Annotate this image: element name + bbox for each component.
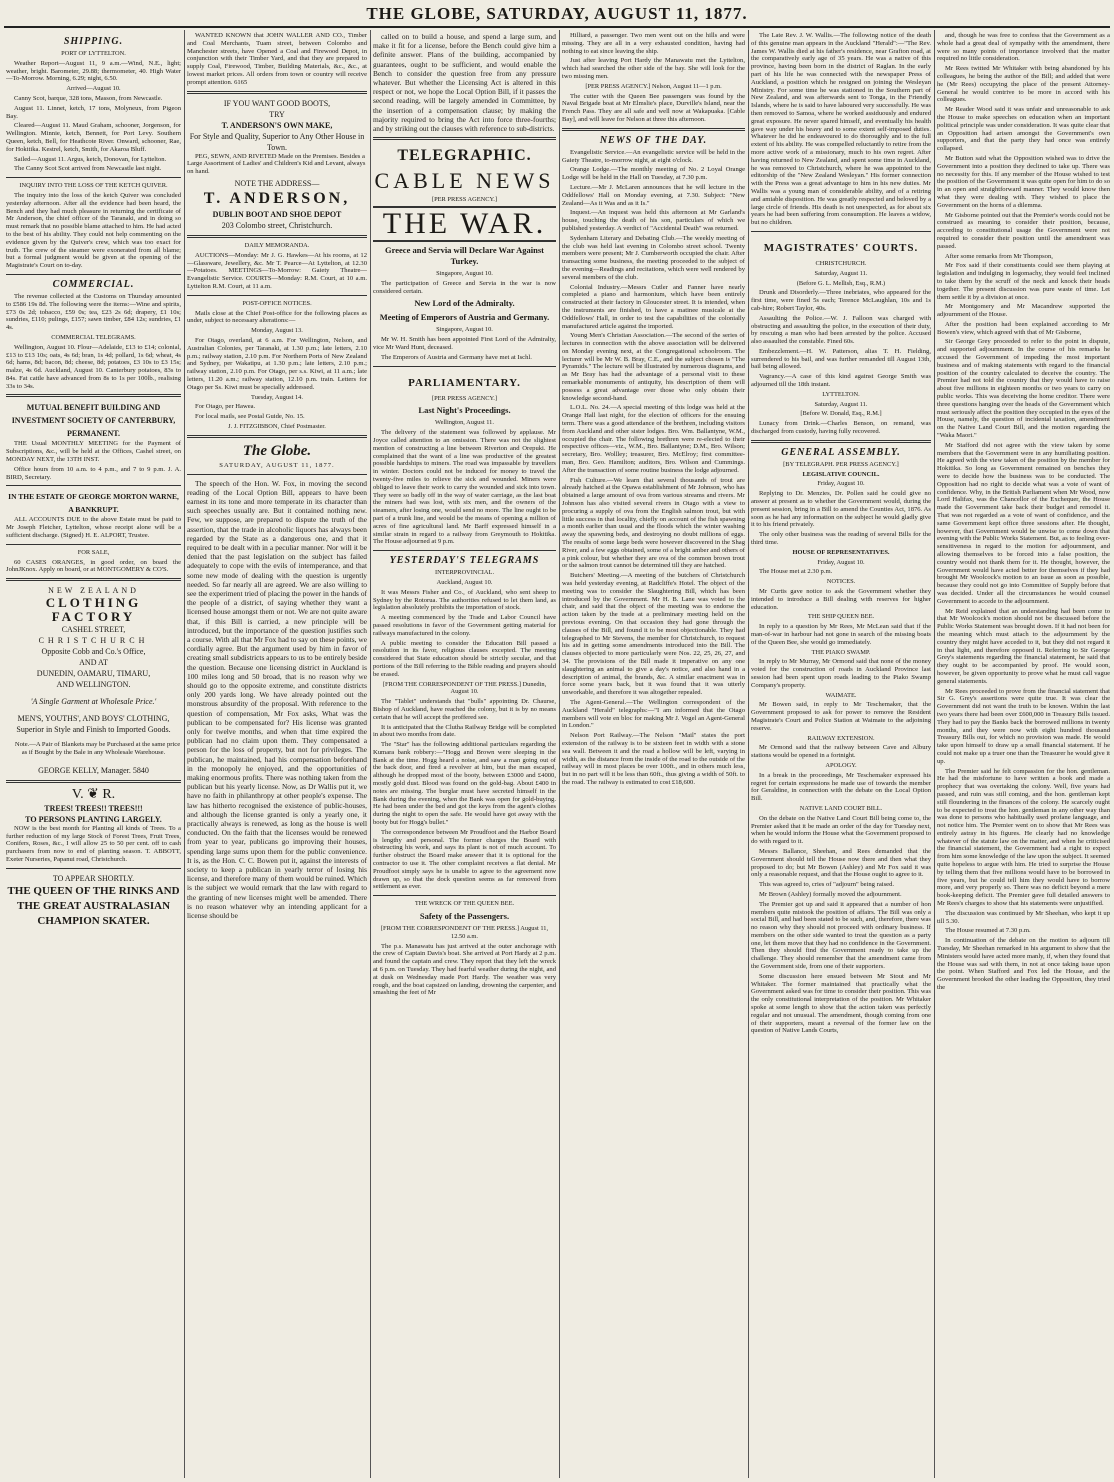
subheading: RAILWAY EXTENSION.: [807, 734, 875, 742]
dateline: Friday, August 10.: [817, 480, 865, 488]
cable-item: Mr W. H. Smith has been appointed First Lord of the Admiralty, vice Mr Ward Hunt, deceased.: [373, 336, 556, 352]
cleared-list: Cleared—August 11. Maud Graham, schooner, Jorgenson, for Wellington. Minnie, ketch, Bennett, for Port Levy. Southern Queen, ketch, Bell, for Heathcote River. Onward, schooner, Rae, for Hokitika. Kestrel, ketch, Smith, for Akaroa Bluff.: [6, 122, 181, 153]
agency-note: [PER PRESS AGENCY.]: [431, 196, 498, 204]
ad-line: NOTE THE ADDRESS—: [234, 178, 320, 188]
telegrams-body: Wellington, August 10. Flour—Adelaide, £13 to £14; colonial, £13 to £13 10s; oats, 4s 6d; bran, 1s 4d; pollard, 1s 6d; wheat, 4s 6d; hams, 8d; bacon, 8d; cheese, 8d; potatoes, £3 10s to £3 15s; malze, 4s 6d. Auckland, August 10. Canterbury potatoes, 83s to 84s. Fat cattle have advanced from 8s to 1s per 100lb., realising 33s to 34s.: [6, 343, 181, 390]
subheading: NATIVE LAND COURT BILL.: [799, 804, 883, 812]
deck: New Lord of the Admiralty.: [414, 298, 515, 309]
debate-item: Mr Fox said if their constituents could see them playing at legislation and indulging in logomachy, they would feel inclined to take them by the scruff of the neck and knock their heads together. The present discussion was pure waste of time. Let them settle it by a division at once.: [937, 262, 1110, 301]
shipping-note: The Canny Scot Scot arrived from Newcastle last night.: [14, 165, 162, 173]
debate-item: Mr Rees twitted Mr Whitaker with being abandoned by his colleagues, he being the author of the Bill; and added that were he (Mr Rees) occupying the place of the present Attorney-General he would contrive to be more in accord with his colleagues.: [937, 65, 1110, 104]
deck: Last Night's Proceedings.: [418, 405, 511, 416]
divider: [6, 868, 181, 869]
masthead: THE GLOBE, SATURDAY, AUGUST 11, 1877.: [366, 4, 748, 23]
ad-note: Note.—A Pair of Blankets may be Purchased at the same price as if Bought by the Bale in any Wholesale Warehouse.: [14, 741, 181, 757]
wreck-item: The cutter with the Queen Bee passengers was found by the Naval Brigade boat at Mr Elmslie's place, Durville's Island, near the French Pass. They are all safe and well now at Wakapuaka. [Cable Bay], and will leave for Nelson at three this afternoon.: [562, 92, 745, 123]
news-item: Butchers' Meeting.—A meeting of the butchers of Christchurch was held yesterday evening, at Radcliffe's Hotel. The object of the meeting was to consider the Slaughtering Bill, which has been introduced by the Government. Mr H. B. Lane was voted to the chair, and said that the object of the meeting was to endorse the action taken by the trade at a preliminary meeting held on the previous evening. On that occasion they had gone through the clauses of the Bill, and found it to be most objectionable. They had telegraphed to Mr Stevens, the member for Christchurch, to request his aid in getting some amendments introduced into the Bill. The clauses objected to more particularly were Nos. 22, 25, 26, 27, and 34. The provisions of the Bill made it imperative on any one slaughtering an animal to give a day's notice, and also hand in a description of animal, the brands, &c. A similar enactment was in force some years back, but it was found that it was utterly unworkable, and therefore it was altogether repealed.: [562, 572, 745, 697]
news-item: Sydenham Literary and Debating Club.—The weekly meeting of the club was held last evening in Colombo street school. Twenty members were present; Mr J. Cumberworth occupied the chair. After transacting some business, the meeting proceeded to the subject of the evening—Readings and recitations, which were well rendered by several members of the club.: [562, 234, 745, 281]
news-item: The Agent-General.—The Wellington correspondent of the Auckland "Herald" telegraphs:—"I am informed that the Otago members will vote en bloc for making Mr J. Vogel an Agent-General in London.": [562, 698, 745, 730]
leader-article: The speech of the Hon. W. Fox, in moving the second reading of the Local Option Bill, appears to have been earnest in its tone and more temperate in its character than such speeches usually are. But it contained nothing new. Few, we suppose, are prepared to dispute the truth of the assertion, that the trade in alcoholic liquors has always been regarded by the State as a dangerous one, and that it required to be dealt with in a peculiar manner. Nor will it be denied that the past legislation on the subject has failed adequately to cope with the evils of intemperance, and that some new mode of dealing with the question is urgently needed. So far nearly all are agreed. We are also willing to see the experiment tried of placing the power in the hands of the people of a district, of saying whether they want a licensed house amongst them or not. We are not quite aware that, if this Bill is carried, a new principle will be introduced, but the importance of the question justifies such a course. With all that Mr Fox had to say on these points, we cordially agree. But the argument used by him in favor of creating small subdistricts appears to us to be entirely beside the question. Because one licensing district in Auckland is 100 miles long and 50 broad, that is no reason why we should go to the opposite extreme, and constitute districts only 200 yards long. We have already pointed out the monstrous absurdity of the proposal. With reference to the question of compensation, Mr Fox asks, What was the publican to be compensated for? His license was granted only for twelve months, and when that time expired the publican had no claim upon them. They compensated a person for the loss of property, but not for privileges. The publican, he maintained, had his compensation beforehand in the monopoly he enjoyed, and the opportunities of making enormous profits. There was nothing taken from the publican but his yearly license. Now, as Dr Wallis put it, we have no faith in philanthropy at other people's expense. The law has hitherto recognised the existence of public-houses, and although the license granted is only a yearly one, it practically always is renewed, as long as the house is well conducted. On the faith that the licenses would be renewed from year to year, publicans go improving their houses, spending large sums upon them for the public convenience. It is, as the Hon. C. C. Bowen put it, against the interests of society to keep a publican in yearly terror of losing his license, and therefore many of them would be ruined. Which is the subject we would remark that the law with regard to the granting of new licenses might well be amended. There is no reason whatever why an intending applicant for a license should be: [187, 478, 367, 921]
court-case: Vagrancy.—A case of this kind against George Smith was adjourned till the 18th instant.: [751, 373, 931, 389]
clothing-factory-ad: [6, 585, 181, 776]
debate-item: Mr Button said what the Opposition wished was to drive the Government into a position they declined to take up. There was no necessity for this. If any member of the House wished to test the position of the Government it was quite open for him to do so in an open and straightforward manner. They would know then what they were dealing with. They wished to place the Government on the horns of a dilemma.: [937, 154, 1110, 209]
debate-item: Sir George Grey proceeded to refer to the point in dispute, and supported adjournment. In the course of his remarks he accused the Government of impeding the most important business and of making statements with regard to the financial position of the country calculated to deceive the country. The Premier had not told the country that they would have to raise about five millions in eighteen months or two years to carry on public works. This was deceiving the home creditor. There were three questions hanging over the heads of the Government which must seriously affect the position they occupied in the eyes of the House, namely, the question of incidental taxation, amendment on the Native Land Court Bill, and the motion regarding the "Waka Maori.": [937, 338, 1110, 440]
trees-body: NOW is the best month for Planting all kinds of Trees. To a further reduction of my large Stock of Forest Trees, Fruit Trees, Conifers, Roses, &c., I will allow 25 to 50 per cent. off to cash purchasers from now to end of planting season. T. ABBOTT, Exeter Nurseries, Papanui road, Christchurch.: [6, 824, 181, 864]
arrived-heading: Arrived—August 10.: [66, 85, 121, 93]
parliamentary-heading: PARLIAMENTARY.: [408, 376, 521, 389]
estate-heading: IN THE ESTATE OF GEORGE MORTON WARNE, A BANKRUPT.: [8, 492, 179, 515]
subheading: APOLOGY.: [825, 761, 857, 769]
house-item: Mr Ormond said that the railway between Cave and Albury stations would be opened in a fortnight.: [751, 744, 931, 760]
ad-line: CHRISTCHURCH: [38, 636, 149, 646]
dateline: Auckland, August 10.: [436, 578, 493, 586]
column-divider: [748, 30, 749, 1478]
inquiry-heading: INQUIRY INTO THE LOSS OF THE KETCH QUIVER.: [19, 182, 168, 190]
globe-date: SATURDAY, AUGUST 11, 1877.: [219, 461, 335, 469]
commercial-body: The revenue collected at the Customs on Thursday amounted to £586 19s 8d. The following were the items:—Wine and spirits, £73 0s 2d; tobacco, £59 0s; tea, £23 2s 6d; drapery, £1 10s; sundries, £110; pulings, £157; sawn timber, £84 12s; sundries, £1 4s.: [6, 292, 181, 332]
house-item: In reply to Mr Murray, Mr Ormond said that none of the money voted for the construction of roads in Auckland Province last session had been spent upon roads leading to the Piako Swamp Company's property.: [751, 658, 931, 689]
telegram-item: The correspondence between Mr Proudfoot and the Harbor Board is lengthy and personal. The former charges the Board with obstructing his work, and says its plant is not of much account. To further obstruct the Board make answer that it is optional for the contractor to use it. The other complaint receives a flat denial. Mr Proudfoot simply says he is unable to agree to the agreement now drawn up, so that the dock question seems as far removed from settlement as ever.: [373, 828, 556, 891]
yesterdays-telegrams-heading: YESTERDAY'S TELEGRAMS: [389, 555, 540, 567]
post-monday-body: For Otago, overland, at 6 a.m. For Wellington, Nelson, and Australian Colonies, per Taranaki, at 1.30 p.m.; late letters, 2.10 p.m.; railway station, 2.10 p.m. For Northern Ports of New Zealand and Sydney, per Wakatipu, at 1.30 p.m.; late letters, 2.10 p.m.; railway station, 2.10 p.m. For Otago, per s.s. Kiwi, at 11 a.m.; late letters, 11.20 a.m.; railway station, 12.10 p.m. train. Letters for Otago per Ss. Kiwi must be specially addressed.: [187, 336, 367, 391]
column-6: [937, 32, 1110, 1478]
divider: [562, 128, 745, 131]
house-heading: HOUSE OF REPRESENTATIVES.: [792, 548, 890, 556]
dateline: [FROM THE CORRESPONDENT OF THE PRESS.] August 11, 12.50 a.m.: [380, 925, 549, 940]
news-item: Orange Lodge.—The monthly meeting of No. 2 Loyal Orange Lodge will be held in the Hall on Tuesday, at 7.30 p.m.: [562, 166, 745, 182]
divider: [187, 91, 367, 94]
post-tuesday-body: For Otago, per Hawea.: [195, 403, 256, 411]
ad-line: DUBLIN BOOT AND SHOE DEPOT: [212, 209, 342, 219]
court-date: Saturday, August 11.: [814, 400, 868, 408]
cable-news-heading: CABLE NEWS: [374, 168, 555, 194]
column-5: [751, 32, 931, 1478]
divider: [6, 274, 181, 275]
telegram-item: A meeting commenced by the Trade and Labor Council have passed resolutions in favor of the Government getting material for railways manufactured in the colony.: [373, 614, 556, 637]
divider: [6, 485, 181, 486]
dateline: Wellington, August 11.: [435, 419, 494, 427]
debate-item: After the position had been explained according to Mr Bowen's view, which agreed with that of Mr Gisborne,: [937, 320, 1110, 336]
ad-line: TRY: [269, 109, 285, 119]
courts-heading: MAGISTRATES' COURTS.: [763, 241, 919, 254]
divider: [6, 578, 181, 581]
wreck-body: The p.s. Manawatu has just arrived at the outer anchorage with the crew of Captain Davis's boat. She arrived at Port Hardy at 2 p.m. and found the captain and crew. They report that they left the wreck at 6 p.m. on Tuesday. They had fearful weather during the night, and at dusk on Wednesday made Port Hardy. The weather was very rough, and the boat capsized on landing, drowning the carpenter, and smashing the feet of Mr: [373, 942, 556, 997]
telegram-item: A public meeting to consider the Education Bill passed a resolution in its favor, religious clauses excepted. The meeting considered that State education should be strictly secular, and that portions of the Bill referring to the Bible reading and prayers should be erased.: [373, 639, 556, 678]
leader-continued: called on to build a house, and spend a large sum, and make it fit for a license, before the Bench could give him a definite answer. Plans of the building, accompanied by guarantees, ought to be sufficient, and would enable the Bench to consider the question free from any pressure whatever. But whether the Licensing Act is altered in this respect or not, we hope the Local Option Bill, if it passes the second reading, will be largely amended in Committee, by the insertion of a compensation clause; by making the majority required to bring the Act into force three-fourths; and by striking out the clauses with reference to sub-districts.: [373, 32, 556, 134]
appear-heading: TO APPEAR SHORTLY.: [52, 873, 135, 883]
council-item: The only other business was the reading of several Bills for the third time.: [751, 531, 931, 547]
house-item: Messrs Ballance, Sheehan, and Rees demanded that the Government should tell the House now there and then what they proposed to do; but Mr Bowen (Ashley) and Mr Fox said it was only a reasonable request, and that the House ought to agree to it.: [751, 847, 931, 879]
news-item: Inquest.—An inquest was held this afternoon at Mr Garland's house, touching the death of his son, particulars of which we published yesterday. A verdict of "Accidental Death" was returned.: [562, 209, 745, 232]
house-item: Some discussion here ensued between Mr Stout and Mr Whitaker. The former maintained that practically what the Government asked was for time to consider their position. This was the only constitutional interpretation of the position. Mr Whitaker spoke at some length to show that the action taken was perfectly regular and not unusual. The amendment, though coming from one of their supporters, meant a reversal of the former law on the question of Native Lands Courts,: [751, 972, 931, 1035]
news-item: Evangelistic Service.—An evangelistic service will be held in the Gaiety Theatre, to-morrow night, at eight o'clock.: [562, 148, 745, 164]
debate-item: In continuation of the debate on the motion to adjourn till Tuesday, Mr Sheehan remarked in his argument to show that the Ministers would have acted more manly, if, when they found that the House was sad with them, in not at once taking issue upon the point. When Stafford and Fox led the House, and the Government brooked the other leading the Opposition, they tried the: [937, 937, 1110, 992]
council-item: Replying to Dr. Menzies, Dr. Pollen said he could give no answer at present as to whether the Government would, during the present session, bring in a Bill to amend the Counties Act, 1876. As soon as he had any information on the subject he would gladly give it to his friend privately.: [751, 490, 931, 529]
wallis-obituary: The Late Rev. J. W. Wallis.—The following notice of the death of this genuine man appears in the Auckland "Herald":—"The Rev. James W. Wallis died at his father's residence, near Grafton road, at the comparatively early age of 35 years. He was a native of this province, having been born in the district of Raglan. In the early part of his life he was connected with the newspaper Press of Auckland, a position which he resigned on joining the Wesleyan Ministry. For some time he was stationed in the Southern part of New Zealand, and was afterwards sent to Tonga, in the Friendly Islands, where he is said to have laboured very successfully. He was then removed to Samoa, where he worked assiduously and endured great exposure. He never spared himself, and eventually his health gave way under his heavy and to some extent self-imposed duties. Whatever he did he endeavoured to do thoroughly and to the full extent of his ability. He was compelled reluctantly to retire from the more active work of a missionary, much to his own regret. After having returned to New Zealand, and spent some time in Auckland, he was removed to Christchurch, where he was appointed to the editorship of the "New Zealand Wesleyan." His former connection with the Press was a great advantage to him in his new duties. Mr Wallis was a young man of considerable ability, and of a retiring and amiable disposition. He was greatly respected and beloved by a large circle of friends. His death is not unexpected, as for about six years he had been suffering from consumption. He leaves a widow, but no children.: [751, 32, 931, 227]
debate-item: Mr Gisborne pointed out that the Premier's words could not be construed as meaning to consider their position, because, according to constitutional usage the Government were not required to consider their position until the amendment was passed.: [937, 211, 1110, 250]
subheading: WAIMATE.: [825, 691, 857, 699]
debate-item: Mr Stafford did not agree with the view taken by some members that the Government were in any humiliating position. He agreed with the view taken of the position by the member for Hokitika. So long as Government remained on benches they were to decide how the business was to be conducted. The Opposition had no right to decide what was a vote of want of confidence. Why, in the British Parliament when Mr Wood, now Lord Halifax, was the Chancellor of the Exchequer, the House made the Government take back their budget and remodel it. That was not regarded as a vote of want of confidence, and the same Government kept office three sessions after. He thought, however, that Government would be unwise to come down that evening with the Public Works Statement. But, as to feeling over-sensitiveness in regard to the motion for adjournment, and allowing themselves to be forced into a false position, the country would not thank them for it. He thought, however, the Government would have acted better for themselves if they had brought Mr Woolcock's motion to an issue as soon as possible, because they could not go into Committee of Supply before that was decided. Under all the circumstances he would counsel Government to accede to the adjournment.: [937, 441, 1110, 605]
column-2: [187, 32, 367, 1478]
ad-line: 203 Colombo street, Christchurch.: [221, 220, 333, 230]
ad-line: IF YOU WANT GOOD BOOTS,: [223, 98, 331, 108]
debate-item: The discussion was continued by Mr Sheehan, who kept it up till 5.30.: [937, 909, 1110, 925]
cable-item: The Emperors of Austria and Germany have met at Ischl.: [381, 353, 532, 361]
telegram-item: It is anticipated that the Clutha Railway Bridge will be completed in about two months from date.: [373, 723, 556, 739]
anderson-name: T. ANDERSON,: [203, 189, 351, 207]
debate-item: The House resumed at 7.30 p.m.: [945, 927, 1031, 935]
deck: Meeting of Emperors of Austria and Germany.: [379, 312, 550, 323]
telegrams-heading: COMMERCIAL TELEGRAMS.: [51, 333, 136, 341]
anderson-boots-ad: [187, 98, 367, 231]
deck: Safety of the Passengers.: [419, 911, 510, 922]
news-of-the-day-heading: NEWS OF THE DAY.: [599, 134, 708, 146]
ad-line: PEG, SEWN, AND RIVETED Made on the Premises. Besides a Large Assortment of Ladies' and Children's Kid and Levant, always on hand.: [187, 152, 366, 176]
house-item: On the debate on the Native Land Court Bill being come to, the Premier asked that it be made an order of the day for Tuesday next, when he would inform the House what the Government proposed to do with regard to it.: [751, 814, 931, 846]
telegram-item: It was Messrs Fisher and Co., of Auckland, who sent sheep to Sydney by the Rotorua. The authorities refused to let them land, as legislation absolutely prohibits the importation of stock.: [373, 588, 556, 612]
court-place: LYTTELTON.: [822, 390, 860, 398]
divider: [373, 366, 556, 367]
ad-line: AND AT: [79, 658, 108, 668]
ad-line: AND WELLINGTON.: [56, 680, 131, 690]
dateline: Singapore, August 10.: [436, 326, 493, 334]
wreck-continued: Hilliard, a passenger. Two men went out on the hills and were missing. They are all in a very exhausted condition, having had nothing to eat since leaving the ship.: [562, 32, 745, 55]
deck: Greece and Servia will Declare War Against Turkey.: [385, 245, 544, 267]
telegram-item: The "Tablet" understands that "bulls" appointing Dr. Chaurse, Bishop of Auckland, have reached the colony, but it is by no means certain that he will accept the proffered see.: [373, 698, 556, 721]
court-before: (Before G. L. Mellish, Esq., R.M.): [796, 279, 886, 287]
general-assembly-heading: GENERAL ASSEMBLY.: [781, 446, 901, 458]
agency-note: [PER PRESS AGENCY.]: [431, 394, 498, 402]
sale-body: 60 CASES ORANGES, in good order, on board the JohnJKnox. Apply on board, or at MONTGOMERY & CO'S.: [6, 558, 181, 574]
divider: [187, 235, 367, 238]
debate-item: Mr Reader Wood said it was unfair and unreasonable to ask the House to make speeches on education when an important political principle was under consideration. It was quite clear that an Opposition had arisen amongst the Government's own supporters, and that the party they had once was entirely collapsed.: [937, 106, 1110, 153]
divider: [373, 137, 556, 140]
postmaster: J. J. FITZGIBBON, Chief Postmaster.: [228, 422, 326, 430]
news-item: Lecture.—Mr J. McLaren announces that he will lecture in the Oddfellows' Hall on Monday evening, at 7.30. Subject: "New Zealand—As it Was and as it Is.": [562, 183, 745, 207]
arrived-item: Canny Scot, barque, 328 tons, Masson, from Newcastle.: [14, 94, 163, 102]
commercial-heading: COMMERCIAL.: [52, 278, 135, 290]
royal-crest-icon: V. ❦ R.: [71, 786, 116, 802]
interprovincial-heading: INTERPROVINCIAL.: [434, 569, 495, 577]
post-monday: Monday, August 13.: [251, 327, 303, 335]
court-case: Assaulting the Police.—W. J. Falloon was charged with obstructing and assaulting the police, in the execution of their duty, by rescuing a man who had been arrested by the police. Accused also assaulted the constable. Fined 60s.: [751, 314, 931, 346]
rinks-ad: THE QUEEN OF THE RINKS AND THE GREAT AUSTRALASIAN CHAMPION SKATER.: [7, 884, 180, 927]
shipping-heading: SHIPPING.: [63, 36, 124, 47]
column-divider: [370, 30, 371, 1478]
ad-line: CASHEL STREET,: [61, 625, 126, 635]
post-heading: POST-OFFICE NOTICES.: [242, 299, 312, 307]
wreck-heading: THE WRECK OF THE QUEEN BEE.: [414, 900, 515, 908]
house-item: The House met at 2.30 p.m.: [759, 568, 833, 576]
trees-subheading: TO PERSONS PLANTING LARGELY.: [25, 814, 162, 824]
dateline: [PER PRESS AGENCY.] Nelson, August 11—1 p.m.: [585, 82, 722, 90]
inquiry-body: The inquiry into the loss of the ketch Quiver was concluded yesterday afternoon. After all the evidence had been heard, the Bench and they had much pleasure in returning the certificate of Mr Anderson, the chief officer of the Taranaki, and in doing so must remark that no possible blame attached to him. He had acted to the best of his ability. They could not help commenting on the evidence given by the Quiver's crew, which was too exact for truth. The crew of the steamer were exonerated from all blame; but a formal judgment would be given at the opening of the Magistrate's Court on to-day.: [6, 191, 181, 270]
estate-body: ALL ACCOUNTS DUE to the above Estate must be paid to Mr Joseph Fletcher, Lyttelton, whose receipt alone will be a sufficient discharge. (Signed) H. E. ALPORT, Trustee.: [6, 516, 181, 540]
divider: [187, 295, 367, 296]
telegram-item: The "Star" has the following additional particulars regarding the Kumara bank robbery:—"Hogg and Brown were sleeping in the Bank at the time. Hogg heard a noise, and saw a man going out of the back door, and fired a revolver at him, but the man escaped, although he dropped most of the booty, between £3000 and £4000, mostly gold dust. Blood was found on the gold-bag. About £400 in notes are missing. The burglar must have secreted himself in the Bank during the evening, when the Bank was open for gold-buying. He had been under the bed and got the keys from the agent's clothes during the night to open the safe. He would have got away with the booty but for Hogg's bullet.": [373, 741, 556, 827]
subheading: THE PIAKO SWAMP.: [811, 648, 871, 656]
court-case: Drunk and Disorderly.—Three inebriates, who appeared for the first time, were fined 5s each; Terence McLaughlan, 10s and 1s cab-hire; Robert Taylor, 40s.: [751, 289, 931, 312]
post-body: Mails close at the Chief Post-office for the following places as under, subject to necessary alterations:—: [187, 309, 367, 325]
house-item: Mr Brown (Ashley) formally moved the adjournment.: [759, 890, 902, 898]
subheading: THE SHIP QUEEN BEE.: [807, 613, 875, 621]
dateline: [FROM THE CORRESPONDENT OF THE PRESS.] Dunedin, August 10.: [382, 680, 547, 696]
house-item: The Premier got up and said it appeared that a number of hon members quite mistook the position of affairs. The Bill was only a social Bill, and had been stated to be such, and, therefore, there was no reason why they should not proceed with ordinary business. If members on the other side wanted to treat the question as a party one, let them move that they had no confidence in the Government. Then they should find the Government ready to take up the challenge. They should remember that the amendment came from the Government side, from one of their supporters.: [751, 900, 931, 971]
house-item: In a break in the proceedings, Mr Teschemaker expressed his regret for certain expressions he made use of towards the member for Geraldine, in connection with the debate on the Local Option Bill.: [751, 771, 931, 803]
parliament-item: The delivery of the statement was followed by applause. Mr Joyce called attention to an omission. There was not the slightest mention of constructing a line between Riverton and Orepuki. He complained that the want of a line was productive of the greatest possible hardships to miners. The road was impassable by travellers in winter. Doctors could not be induced for money to travel the twenty-five miles to relieve the sick and wounded. Miners were obliged to leave their work to carry the wounded and sick into town. They were so badly off in the way of water carriage, as the last boat the miners had was lost, with six men, and the owners of the steamers, after losing one, would send no more. The line ought to be part of a trunk line, and would be the means of opening a million of acres of fine agricultural land. Mr Barff expressed himself in a similar strain in regard to a railway from Greymouth to Hokitika. The House adjourned at 9 p.m.: [373, 429, 556, 546]
divider: [6, 544, 181, 545]
ad-line: Superior in Style and Finish to Imported Goods.: [16, 725, 171, 735]
news-item: Nelson Port Railway.—The Nelson "Mail" states the port extension of the railway is to be sixteen feet in width with a stone sea wall. Between it and the road a hollow will be left, varying in width, as the distance from the inside of the road to the outside of the railway will in most places be over 100ft., and in others much less, but in no part will it be less than 60ft., thus giving a width of 50ft. to the road. The railway is estimated to cost £18,600.: [562, 732, 745, 786]
ad-line: DUNEDIN, OAMARU, TIMARU,: [36, 669, 151, 679]
council-heading: LEGISLATIVE COUNCIL.: [802, 470, 880, 478]
court-place: CHRISTCHURCH.: [815, 259, 867, 267]
house-item: Mr Curtis gave notice to ask the Government whether they intended to introduce a Bill dealing with reserves for higher education.: [751, 588, 931, 611]
house-item: In reply to a question by Mr Rees, Mr McLean said that if the man-of-war in harbour had not gone in search of the missing boats of the Queen Bee, she would go immediately.: [751, 623, 931, 646]
divider: [6, 177, 181, 178]
weather-report: Weather Report—August 11, 9 a.m.—Wind, N.E., light; weather, bright. Barometer, 29.88; thermometer, 40. High Water—To-Morrow. Morning, 6.29; night, 6.50.: [6, 59, 181, 83]
divider: [6, 780, 181, 783]
agency-note: [BY TELEGRAPH. PER PRESS AGENCY.]: [783, 460, 899, 468]
arrived-item: August 11. Linnet, ketch, 17 tons, Molyneux, from Pigeon Bay.: [6, 104, 181, 120]
debate-item: After some remarks from Mr Thompson,: [945, 252, 1053, 260]
ad-line: Opposite Cobb and Co.'s Office,: [41, 647, 146, 657]
post-tuesday: Tuesday, August 14.: [251, 393, 303, 401]
divider: [373, 895, 556, 896]
masthead-rule: [4, 26, 1110, 28]
ad-signature: GEORGE KELLY, Manager. 5840: [38, 765, 149, 775]
divider: [751, 440, 931, 443]
column-4: [562, 32, 745, 1478]
news-item: Young Men's Christian Association.—The second of the series of lectures in connection with the above association will be delivered on Monday evening next, at the Congregational schoolroom. The lecturer will be Mr W. B. Bray, C.E., and the subject chosen is "The Pyramids." The lecture will be illustrated by numerous diagrams, and as Mr Bray has had the advantage of a personal visit to these remarkable monuments of antiquity, his description of them will possess a great advantage over those who only obtain their knowledge second-hand.: [562, 332, 745, 402]
trees-heading: TREES! TREES!! TREES!!!: [44, 803, 143, 813]
mutual-heading: MUTUAL BENEFIT BUILDING AND INVESTMENT SOCIETY OF CANTERBURY, PERMANENT.: [11, 403, 176, 439]
column-divider: [934, 30, 935, 1478]
memoranda-heading: DAILY MEMORANDA.: [244, 241, 310, 249]
divider: [187, 435, 367, 438]
debate-item: Mr Rees proceeded to prove from the financial statement that Sir G. Grey's assertions were quite true. It was clear the Government did not want the truth to be known. Within the last two years there had been over £600,000 in Treasury Bills issued. They had to pay the Banks back the borrowed millions in twenty months, and they were now with eight hundred thousand Treasury Bills out, for which no provision was made. He would take upon himself to draw up a small financial statement. If he could not make up a truer one than the Treasurer he would give it up.: [937, 687, 1110, 765]
subheading: NOTICES.: [826, 578, 856, 586]
column-1: [6, 32, 181, 1478]
divider: [6, 394, 181, 397]
waller-ad: WANTED KNOWN that JOHN WALLER AND CO., Timber and Coal Merchants, Tuam street, between Colombo and Manchester streets, have Opened a Coal and Firewood Depot, in conjunction with their Timber Yard, and that they are prepared to supply Coal, Firewood, Timber, Building Materials, &c., &c., at lowest market prices. All orders from town or country will receive prompt attention. 6165: [187, 32, 367, 86]
column-3: [373, 32, 556, 1478]
dateline: Friday, August 10.: [817, 558, 865, 566]
news-item: L.O.L. No. 24.—A special meeting of this lodge was held at the Orange Hall last night, for the election of officers for the ensuing term. There was a good attendance of the brethren, including visitors from Auckland and other sister lodges. Bro. Wm. Ballantyne, W.M., occupied the chair. The following brethren were re-elected to their respective offices—viz., W.M., Bro. Ballantyne; D.M., Bro. Wilson; secretary, Bro. Wollley; treasurer, Bro. McElroy; first committee-man, Bro. Geo. Hamilton; auditors, Bro. Wilson and Cummings. After the transaction of some routine business the lodge adjourned.: [562, 404, 745, 474]
post-local: For local mails, see Postal Guide, No. 15.: [195, 413, 305, 421]
divider: [373, 550, 556, 551]
house-item: This was agreed to, cries of "adjourn" being raised.: [759, 881, 895, 889]
news-item: Colonial Industry.—Messrs Cutler and Fanner have nearly completed a piano and harmonium, which have been entirely constructed at their factory in Gloucester street. It is intended, when the instruments are finished, to have a matinee musicale at the Oddfellows' Hall, in order to test the capabilities of the colonially manufactured article against the imported.: [562, 283, 745, 330]
memoranda-body: AUCTIONS—Monday: Mr J. G. Hawkes—At his rooms, at 12—Glassware, Jewellery, &c. Mr T. Pearce—At Lyttelton, at 12.30—Potatoes. MEETINGS—To-Morrow: Gaiety Theatre—Evangelistic Service. COURTS—Monday: R.M. Court, at 10 a.m. Lyttelton R.M. Court, at 11 a.m.: [187, 251, 367, 290]
the-war-heading: THE WAR.: [373, 206, 556, 242]
port-heading: PORT OF LYTTELTON.: [61, 50, 126, 57]
cable-item: The participation of Greece and Servia in the war is now considered certain.: [373, 279, 556, 295]
court-date: Saturday, August 11.: [814, 269, 868, 277]
ad-line: For Style and Quality, Superior to Any Other House in Town.: [189, 131, 365, 152]
telegraphic-heading: TELEGRAPHIC.: [397, 147, 532, 165]
ad-line: 'A Single Garment at Wholesale Price.': [30, 697, 157, 707]
debate-continued: and, though he was free to confess that the Government as a whole had a great deal of sympathy with the amendment, there were so many points of importance involved that the matter required no little consideration.: [937, 32, 1110, 63]
column-divider: [559, 30, 560, 1478]
court-case: Lunacy from Drink.—Charles Benson, on remand, was discharged from custody, having fully recovered.: [751, 420, 931, 436]
debate-item: Mr Reid explained that an understanding had been come to that Mr Woolcock's motion should not be discussed before the Public Works Statement was brought down. If it had not been for the meaning which must attach to the adjournment by the country they might have acceded to it, but they did not regard it in that light, and therefore opposed it. Referring to Sir George Grey's statements regarding the financial statement, he said that they ought to be accompanied by proof. He would soon, however, be given opportunity to prove what he must call vague general statements.: [937, 607, 1110, 685]
court-case: Embezzlement.—H. W. Patterson, alias T. H. Fielding, surrendered to his bail, and was further remanded till August 13th, bail being allowed.: [751, 347, 931, 371]
column-divider: [184, 30, 185, 1478]
globe-title: The Globe.: [242, 442, 312, 459]
ad-title: CLOTHING FACTORY: [45, 595, 142, 625]
news-item: Fish Culture.—We learn that several thousands of trout are already hatched at the Opawa establishment of Mr Johnson, who has obtained a large amount of ova from various streams and rivers. Mr Johnson has also visited several rivers in Otago with a view to procuring a supply of ova from the English salmon trout, but with little success in that locality, chiefly on account of the fish spawning a month earlier than usual and the floods which the winter washing away the spawning beds, and destroying no doubt millions of eggs. The results of some large beds were however discovered in the Shag River, and a few eggs obtained, some of a bright amber and others of a pink colour, but whether they are ova of the common brown trout or the salmon trout cannot be determined till they are hatched.: [562, 476, 745, 570]
ad-line: T. ANDERSON'S OWN MAKE,: [221, 120, 333, 130]
debate-item: The Premier said he felt compassion for the hon. gentleman. He had the misfortune to have written a book and made a prophecy that was overtaking the colony. Well, five years had passed, and ruin was still coming, and the hon. gentleman kept still floundering in the finances of the colony. He scarcely ought to be expected to treat the hon. gentleman in any other way than was done to persons who habitually used profane language, and not notice him. The Premier went on to show that Mr Rees was entirely astray in his figures. He clearly had no knowledge whatever of the statute law on the matter, and when he criticised the financial statement, the Government had a right to expect from him some knowledge of the law upon the subject. It seemed quite hopeless to argue with him. He tried to surprise the House by telling them that five millions would have to be borrowed in five years, but he could tell him they would have to borrow more, and very properly so. There was no deficit beyond a mere book-keeping deficit. The Premier gave full detailed answers to Mr Rees's charges to show that his statements were unjustified.: [937, 767, 1110, 908]
divider: [187, 474, 367, 475]
divider: [751, 231, 931, 232]
sailed-list: Sailed—August 11. Argus, ketch, Donovan, for Lyttelton.: [14, 155, 167, 163]
ad-line: NEW ZEALAND: [48, 586, 139, 596]
mutual-body: THE Usual MONTHLY MEETING for the Payment of Subscriptions, &c., will be held at the Offices, Cashel street, on MONDAY NEXT, the 13TH INST.: [6, 440, 181, 464]
debate-item: Mr Montgomery and Mr Macandrew supported the adjournment of the House.: [937, 303, 1110, 319]
mutual-hours: Office hours from 10 a.m. to 4 p.m., and 7 to 9 p.m. J. A. BIRD, Secretary.: [6, 465, 181, 481]
dateline: Singapore, August 10.: [436, 270, 493, 278]
sale-heading: FOR SALE,: [77, 548, 110, 556]
house-item: Mr Bowen said, in reply to Mr Teschemaker, that the Government proposed to ask for power to remove the Resident Magistrate's Court and Police Station at Waimate to the adjoining reserve.: [751, 701, 931, 732]
ad-line: MEN'S, YOUTHS', AND BOYS' CLOTHING,: [17, 714, 170, 724]
court-before: [Before W. Donald, Esq., R.M.]: [800, 410, 882, 418]
wreck-item: Just after leaving Port Hardy the Manawatu met the Lyttelton, which had searched the other side of the bay. She will look for the two missing men.: [562, 57, 745, 80]
